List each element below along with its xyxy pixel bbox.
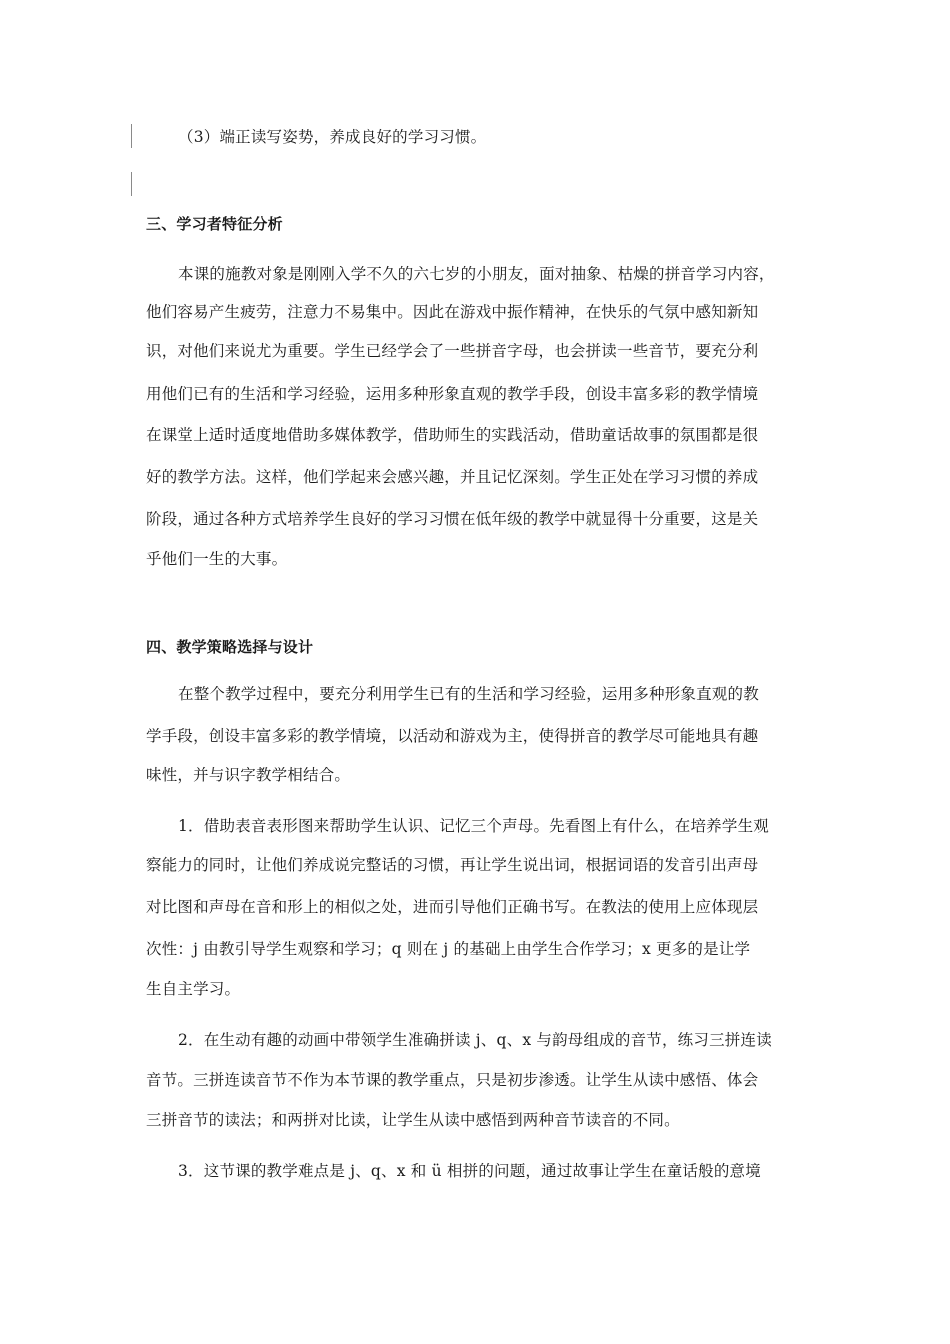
paragraph-line: 学手段，创设丰富多彩的教学情境，以活动和游戏为主，使得拼音的教学尽可能地具有趣: [146, 727, 759, 745]
point-1-line: 次性：j 由教引导学生观察和学习；q 则在 j 的基础上由学生合作学习；x 更多的是让学: [146, 940, 751, 958]
margin-mark-bottom: [131, 172, 132, 196]
point-1-line: 察能力的同时，让他们养成说完整话的习惯，再让学生说出词，根据词语的发音引出声母: [146, 856, 759, 874]
point-1-line: 生自主学习。: [146, 980, 241, 998]
point-2-line: 2．在生动有趣的动画中带领学生准确拼读 j、q、x 与韵母组成的音节，练习三拼连读: [178, 1031, 772, 1049]
point-2-line: 三拼音节的读法；和两拼对比读，让学生从读中感悟到两种音节读音的不同。: [146, 1111, 680, 1129]
point-1-line: 1．借助表音表形图来帮助学生认识、记忆三个声母。先看图上有什么，在培养学生观: [178, 817, 769, 835]
paragraph-line: 用他们已有的生活和学习经验，运用多种形象直观的教学手段，创设丰富多彩的教学情境: [146, 385, 759, 403]
paragraph-line: 乎他们一生的大事。: [146, 550, 288, 568]
point-2-line: 音节。三拼连读音节不作为本节课的教学重点，只是初步渗透。让学生从读中感悟、体会: [146, 1071, 759, 1089]
paragraph-line: 在课堂上适时适度地借助多媒体教学，借助师生的实践活动，借助童话故事的氛围都是很: [146, 426, 759, 444]
margin-mark-top: [131, 124, 132, 148]
point-3-line: 3．这节课的教学难点是 j、q、x 和 ü 相拼的问题，通过故事让学生在童话般的意境: [178, 1162, 761, 1180]
paragraph-line: 味性，并与识字教学相结合。: [146, 766, 351, 784]
point-1-line: 对比图和声母在音和形上的相似之处，进而引导他们正确书写。在教法的使用上应体现层: [146, 898, 759, 916]
paragraph-line: 识，对他们来说尤为重要。学生已经学会了一些拼音字母，也会拼读一些音节，要充分利: [146, 342, 759, 360]
section-4-heading: 四、教学策略选择与设计: [146, 638, 314, 656]
paragraph-line: 阶段，通过各种方式培养学生良好的学习习惯在低年级的教学中就显得十分重要，这是关: [146, 510, 759, 528]
paragraph-line: 在整个教学过程中，要充分利用学生已有的生活和学习经验，运用多种形象直观的教: [178, 685, 759, 703]
paragraph-line: 好的教学方法。这样，他们学起来会感兴趣，并且记忆深刻。学生正处在学习习惯的养成: [146, 468, 759, 486]
section-3-heading: 三、学习者特征分析: [146, 215, 283, 233]
paragraph-line: 本课的施教对象是刚刚入学不久的六七岁的小朋友，面对抽象、枯燥的拼音学习内容，: [178, 265, 775, 283]
item-3-line: （3）端正读写姿势，养成良好的学习习惯。: [178, 128, 487, 146]
paragraph-line: 他们容易产生疲劳，注意力不易集中。因此在游戏中振作精神，在快乐的气氛中感知新知: [146, 303, 759, 321]
